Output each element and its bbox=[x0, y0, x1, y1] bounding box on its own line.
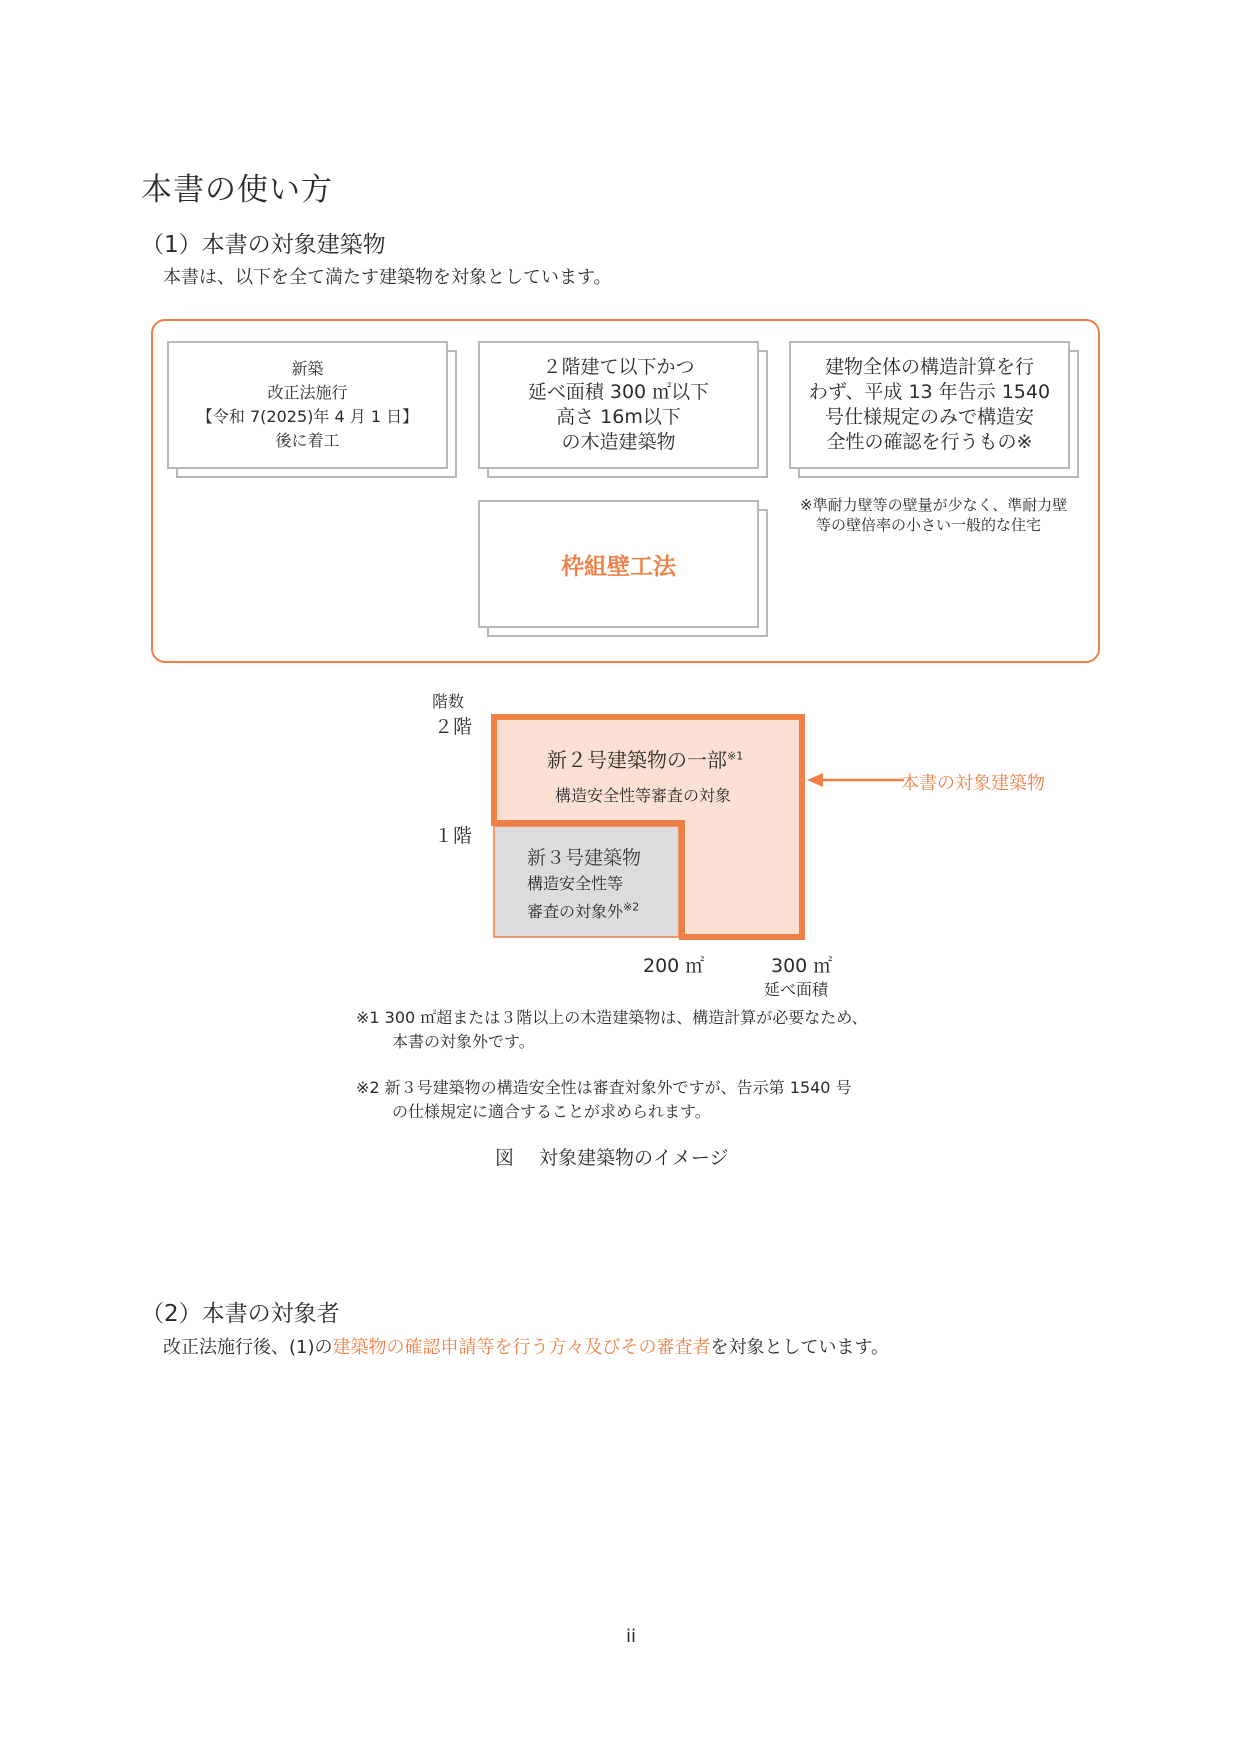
region-a-title-text: 新２号建築物の一部 bbox=[547, 748, 727, 772]
footnote-2-line1: ※2 新３号建築物の構造安全性は審査対象外ですが、告示第 1540 号 bbox=[356, 1078, 852, 1097]
x-tick-300: 300 ㎡ bbox=[771, 955, 833, 977]
card1-line2: 改正法施行 bbox=[267, 383, 348, 402]
card2-line4: の木造建築物 bbox=[561, 431, 676, 453]
footnote-1-line2: 本書の対象外です。 bbox=[392, 1032, 535, 1051]
condition-card-size bbox=[478, 341, 759, 469]
section2-text-after: を対象としています。 bbox=[710, 1337, 890, 1358]
footnote-2 bbox=[356, 1076, 852, 1124]
card2-line3: 高さ 16m以下 bbox=[556, 406, 681, 428]
region-b-note-mark: ※2 bbox=[623, 900, 640, 914]
card3-note-line1: ※準耐力壁等の壁量が少なく、準耐力壁 bbox=[800, 496, 1068, 514]
figure-caption: 図 対象建築物のイメージ bbox=[495, 1147, 729, 1169]
page-title: 本書の使い方 bbox=[141, 172, 333, 208]
section2-text-highlight: 建築物の確認申請等を行う方々及びその審査者 bbox=[332, 1337, 711, 1358]
floor1-label: １階 bbox=[434, 825, 473, 847]
region-b-line3-text: 審査の対象外 bbox=[527, 902, 624, 921]
section2-text-before: 改正法施行後、(1)の bbox=[163, 1337, 333, 1358]
region-b-line3 bbox=[527, 899, 639, 922]
footnote-2-line2: の仕様規定に適合することが求められます。 bbox=[392, 1102, 711, 1121]
condition-card-framing-method bbox=[478, 500, 759, 628]
section2-title: （2）本書の対象者 bbox=[141, 1301, 340, 1327]
y-axis-title: 階数 bbox=[432, 692, 465, 711]
new-no2-lower-fill bbox=[682, 820, 802, 937]
x-axis-title: 延べ面積 bbox=[764, 980, 829, 999]
condition-card-structure bbox=[789, 341, 1070, 469]
region-b-line1: 新３号建築物 bbox=[527, 847, 642, 869]
card1-line3: 【令和 7(2025)年 4 月 1 日】 bbox=[196, 407, 419, 426]
footnote-1-line1: ※1 300 ㎡超または３階以上の木造建築物は、構造計算が必要なため、 bbox=[356, 1008, 868, 1027]
x-tick-200: 200 ㎡ bbox=[643, 955, 705, 977]
page-number: ii bbox=[626, 1626, 637, 1647]
floor2-label: ２階 bbox=[434, 716, 473, 738]
footnote-1 bbox=[356, 1006, 868, 1054]
arrow-pointer-icon bbox=[806, 770, 906, 790]
condition-card-new-construction bbox=[167, 341, 448, 469]
card3-note bbox=[800, 495, 1067, 535]
card4-label: 枠組壁工法 bbox=[561, 553, 676, 580]
region-a-note-mark: ※1 bbox=[727, 749, 744, 763]
card3-line2: わず、平成 13 年告示 1540 bbox=[808, 381, 1051, 403]
region-b-line2: 構造安全性等 bbox=[527, 874, 624, 893]
card3-line1: 建物全体の構造計算を行 bbox=[824, 356, 1034, 378]
card3-note-line2: 等の壁倍率の小さい一般的な住宅 bbox=[816, 516, 1042, 534]
card2-line1: ２階建て以下かつ bbox=[542, 356, 695, 378]
section1-intro: 本書は、以下を全て満たす建築物を対象としています。 bbox=[163, 267, 612, 288]
section2-text bbox=[163, 1333, 889, 1359]
card1-line4: 後に着工 bbox=[275, 431, 340, 450]
card1-line1: 新築 bbox=[291, 359, 324, 378]
card3-line3: 号仕様規定のみで構造安 bbox=[824, 406, 1034, 428]
card3-line4: 全性の確認を行うもの※ bbox=[826, 431, 1033, 453]
section1-title: （1）本書の対象建築物 bbox=[141, 232, 386, 258]
region-a-subtitle: 構造安全性等審査の対象 bbox=[555, 786, 732, 805]
region-a-title bbox=[547, 744, 743, 773]
arrow-label: 本書の対象建築物 bbox=[901, 773, 1045, 794]
card2-line2: 延べ面積 300 ㎡以下 bbox=[527, 381, 710, 403]
